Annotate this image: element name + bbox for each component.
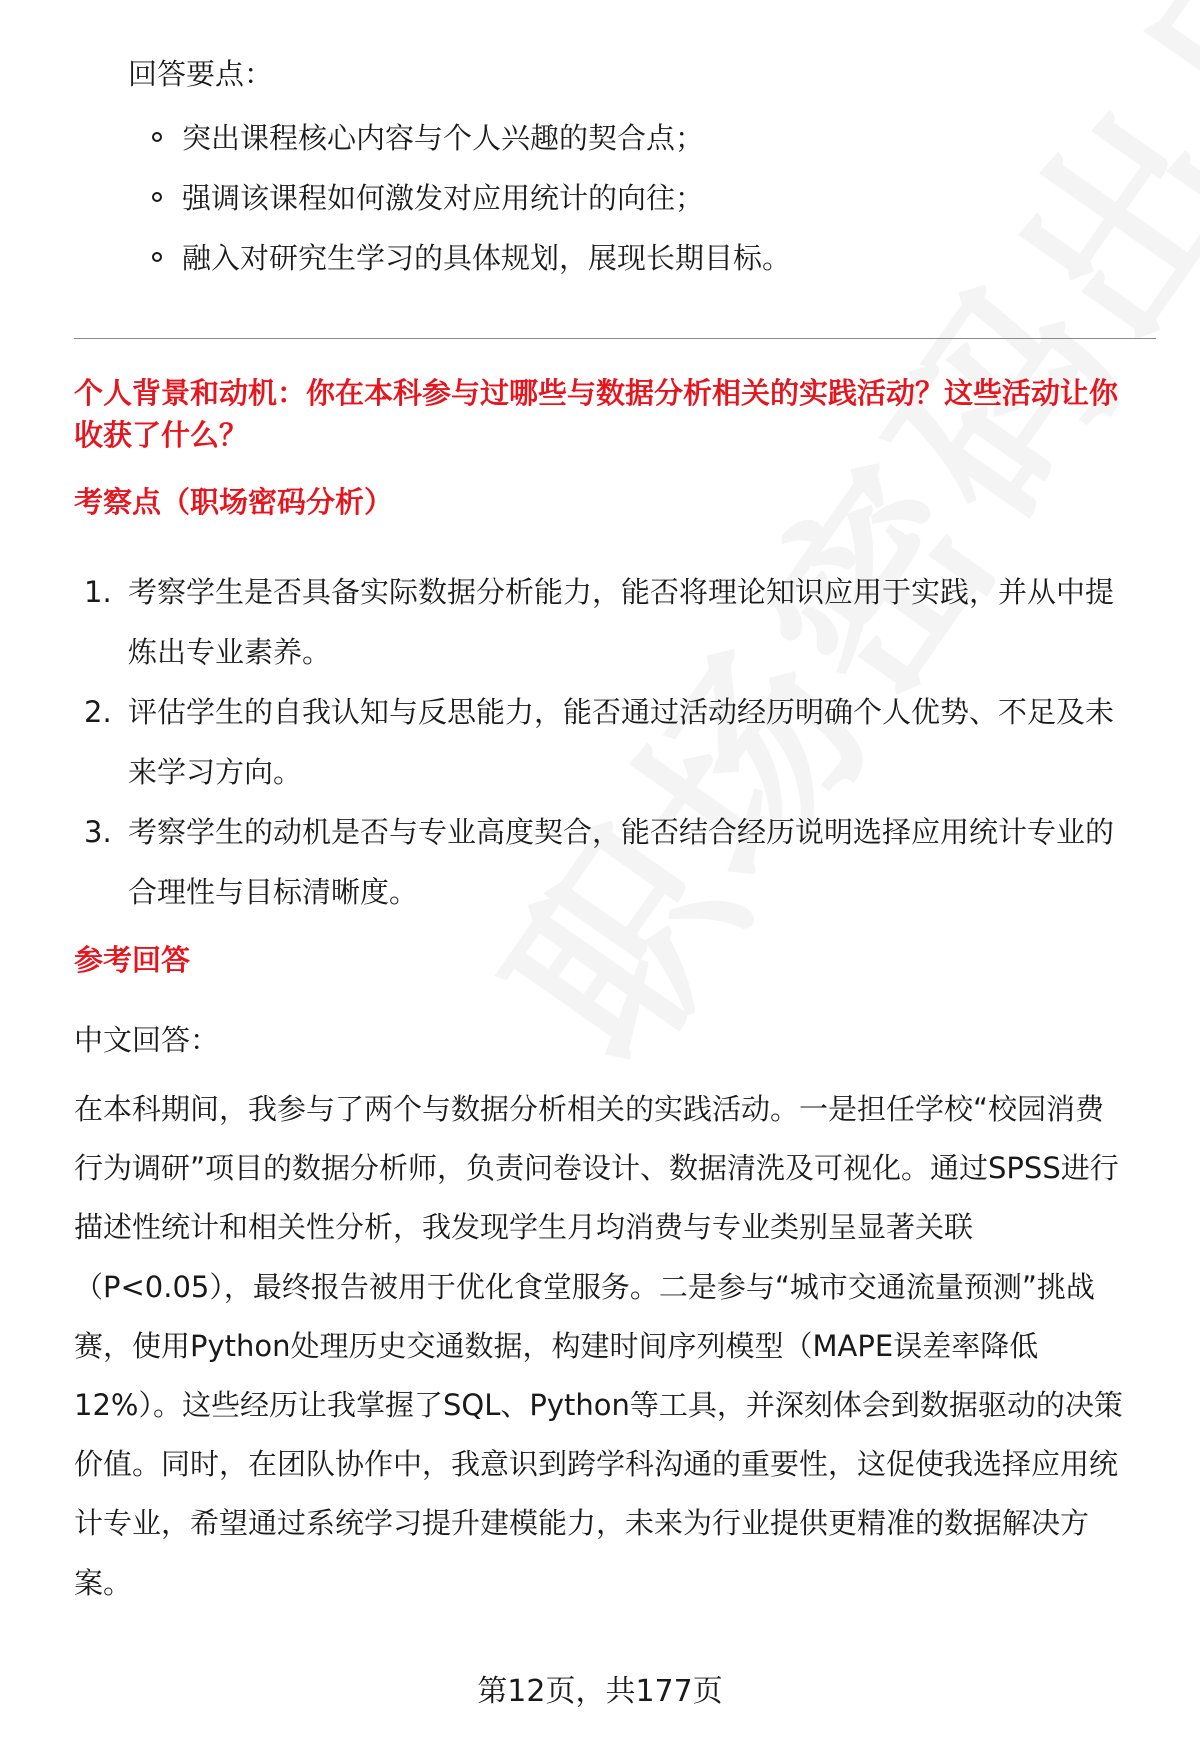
focus-list xyxy=(84,562,1164,922)
list-item: 强调该课程如何激发对应用统计的向往； xyxy=(150,178,791,218)
hollow-bullet-icon xyxy=(152,132,162,142)
list-item: 3. 考察学生的动机是否与专业高度契合，能否结合经历说明选择应用统计专业的 合理性与目标清晰度。 xyxy=(84,815,1115,909)
list-item: 突出课程核心内容与个人兴趣的契合点； xyxy=(150,118,791,158)
reference-answer-paragraph: 在本科期间，我参与了两个与数据分析相关的实践活动。一是担任学校“校园消费 行为调研”项目的数据分析师，负责问卷设计、数据清洗及可视化。通过SPSS进行 描述性统计和相关性分析，我发现学生月均消费与专业类别呈显著关联 （P<0.05），最终报告被用于优化食堂服务。二是参与“城市交通流量预测”挑战 赛，使用Python处理历史交通数据，构建时间序列模型（MAPE误差率降低 12%）。这些经历让我掌握了SQL、Python等工具，并深刻体会到数据驱动的决策 价值。同时，在团队协作中，我意识到跨学科沟通的重要性，这促使我选择应用统 计专业，希望通过系统学习提升建模能力，未来为行业提供更精准的数据解决方 案。 xyxy=(74,1092,1123,1600)
hollow-bullet-icon xyxy=(152,252,162,262)
answer-points-list xyxy=(150,118,791,298)
list-item: 融入对研究生学习的具体规划，展现长期目标。 xyxy=(150,238,791,278)
list-item: 1. 考察学生是否具备实际数据分析能力，能否将理论知识应用于实践，并从中提 炼出专业素养。 xyxy=(84,575,1115,669)
list-item: 2. 评估学生的自我认知与反思能力，能否通过活动经历明确个人优势、不足及未 来学习方向。 xyxy=(84,695,1115,789)
focus-heading: 考察点（职场密码分析） xyxy=(74,485,394,519)
reference-heading: 参考回答 xyxy=(74,943,191,977)
chinese-answer-label: 中文回答： xyxy=(74,1023,220,1057)
page-number: 第12页，共177页 xyxy=(477,1674,723,1709)
section-divider xyxy=(74,338,1156,339)
answer-points-label: 回答要点： xyxy=(128,57,274,91)
hollow-bullet-icon xyxy=(152,192,162,202)
question-heading: 个人背景和动机：你在本科参与过哪些与数据分析相关的实践活动？这些活动让你 收获了什么？ xyxy=(74,376,1119,452)
